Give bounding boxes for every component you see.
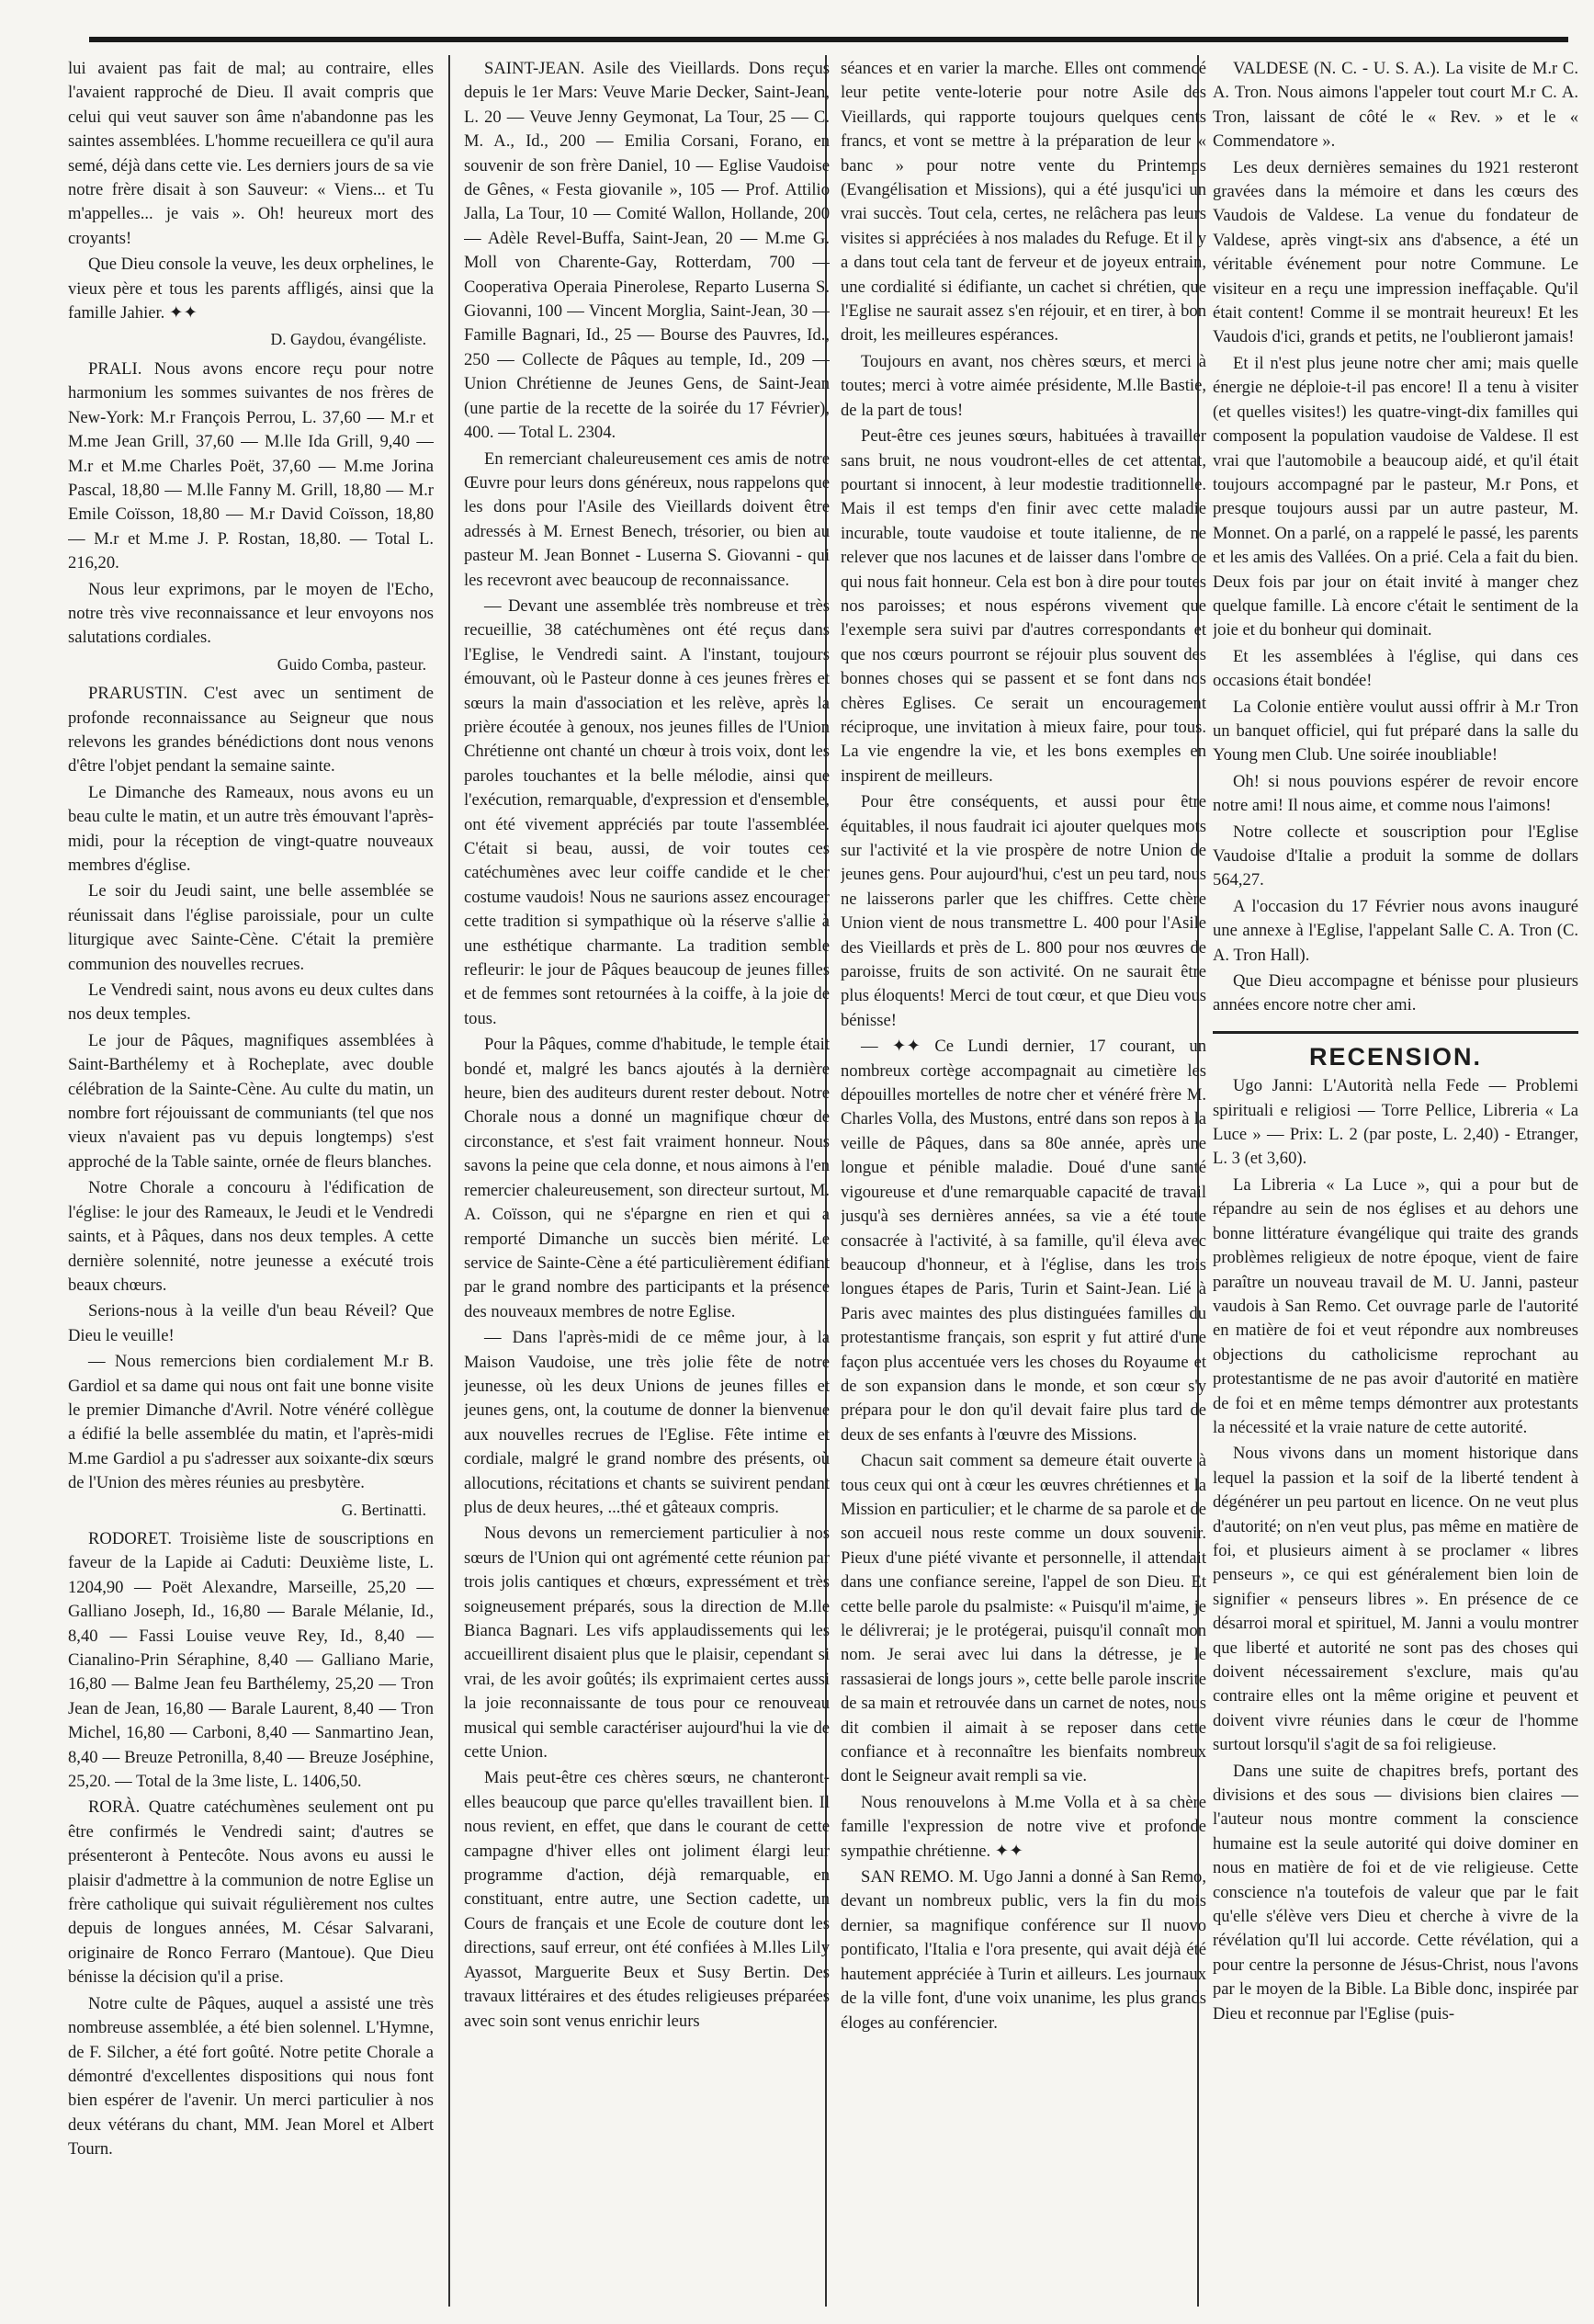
signature: G. Bertinatti.	[341, 1500, 426, 1519]
paragraph: Que Dieu accompagne et bénisse pour plusieurs années encore notre cher ami.	[1213, 971, 1578, 1015]
paragraph: A l'occasion du 17 Février nous avons inauguré une annexe à l'Eglise, l'appelant Salle C. A. Tron (C. A. Tron Hall).	[1213, 896, 1578, 965]
column-1	[68, 57, 434, 2304]
paragraph: La Colonie entière voulut aussi offrir à M.r Tron un banquet officiel, qui fut préparé dans la salle du Young men Club. Une soirée inoubliable!	[1213, 697, 1578, 765]
paragraph: Nous vivons dans un moment historique dans lequel la passion et la soif de la liberté tendent à dégénérer un peu partout en licence. On ne veut plus d'autorité; on n'en veut plus, pas même en matière de foi, et plusieurs aiment à se proclamer « libres penseurs », ce qui est généralement bien loin de signifier « penseurs libres ». En présence de ce désarroi moral et spirituel, M. Janni a voulu montrer que liberté et autorité ne sont pas des choses qui doivent nécessairement s'exclure, mais qu'au contraire elles ont la même origine et peuvent et doivent vivre réunies dans le cœur de l'homme surtout lorsqu'il s'agit de sa foi religieuse.	[1213, 1444, 1578, 1755]
column-separator	[448, 55, 450, 2307]
paragraph: — Devant une assemblée très nombreuse et très recueillie, 38 catéchumènes ont été reçus dans l'Eglise, le Vendredi saint. A l'instant, toujours émouvant, où le Pasteur donne à ces jeunes frères et sœurs la main d'association et les relève, après la prière écoutée à genoux, nos jeunes filles de l'Union Chrétienne ont chanté un chœur à trois voix, dont les paroles touchantes et la belle mélodie, ainsi que l'exécution, remarquable, d'expression et d'ensemble, ont été vivement appréciés par toute l'assemblée. C'était si beau, aussi, de voir toutes ces catéchumènes avec leur coiffe candide et le cher costume vaudois! Nous ne saurions assez encourager cette tradition si sympathique où la réserve s'allie à une esthétique charmante. La tradition semble refleurir: le jour de Pâques beaucoup de jeunes filles et de femmes sont retournées à la coiffe, à la joie de tous.	[464, 595, 830, 1028]
article-prarustin: PRARUSTIN. C'est avec un sentiment de profonde reconnaissance au Seigneur que nous relevons les grandes bénédictions dont nous venons d'être l'objet pendant la semaine sainte.	[68, 684, 434, 777]
paragraph: Notre collecte et souscription pour l'Eglise Vaudoise d'Italie a produit la somme de dollars 564,27.	[1213, 822, 1578, 890]
column-4	[1213, 57, 1578, 2304]
paragraph: Le jour de Pâques, magnifiques assemblées à Saint-Barthélemy et à Rocheplate, avec double célébration de la Sainte-Cène. Au culte du matin, un nombre fort réjouissant de communiants (tel que nos vieux n'avaient pas vu depuis longtemps) s'est approché de la Table sainte, ornée de fleurs blanches.	[68, 1030, 434, 1172]
paragraph: Le soir du Jeudi saint, une belle assemblée se réunissait dans l'église paroissiale, pour un culte liturgique avec Sainte-Cène. C'était la première communion des nouvelles recrues.	[68, 881, 434, 974]
paragraph: — Nous remercions bien cordialement M.r B. Gardiol et sa dame qui nous ont fait une bonne visite le premier Dimanche d'Avril. Notre vénéré collègue a édifié la belle assemblée du matin, et l'après-midi M.me Gardiol a pu s'adresser aux soixante-dix sœurs de l'Union des mères réunies au presbytère.	[68, 1352, 434, 1493]
paragraph: Oh! si nous pouvions espérer de revoir encore notre ami! Il nous aime, et comme nous l'aimons!	[1213, 771, 1578, 816]
paragraph: Le Dimanche des Rameaux, nous avons eu un beau culte le matin, et un autre très émouvant l'après-midi, pour la réception de vingt-quatre nouveaux membres d'église.	[68, 782, 434, 875]
section-title: RECENSION.	[1308, 1042, 1483, 1071]
book-reference: Ugo Janni: L'Autorità nella Fede — Problemi spirituali e religiosi — Torre Pellice, Libreria « La Luce » — Prix: L. 2 (par poste, L. 2,40) - Etranger, L. 3 (et 3,60).	[1213, 1076, 1578, 1169]
column-3	[841, 57, 1206, 2304]
paragraph: Toujours en avant, nos chères sœurs, et merci à toutes; merci à votre aimée présidente, M.lle Bastie, de la part de tous!	[841, 351, 1206, 420]
signature: D. Gaydou, évangéliste.	[270, 330, 426, 349]
paragraph: Pour la Pâques, comme d'habitude, le temple était bondé et, malgré les bancs ajoutés à la dernière heure, bien des auditeurs durent rester debout. Notre Chorale nous a donné un magnifique chœur de circonstance, et s'est fait vraiment honneur. Nous savons la peine que cela donne, et nous aimons à l'en remercier chaleureusement, son directeur surtout, M. A. Coïsson, qui ne s'épargne en rien et qui a remporté Dimanche un succès bien mérité. Le service de Sainte-Cène a été particulièrement édifiant par le grand nombre des participants et la présence des nouveaux membres de notre Eglise.	[464, 1035, 830, 1321]
paragraph: Chacun sait comment sa demeure était ouverte à tous ceux qui ont à cœur les œuvres chrétiennes et la Mission en particulier; et le charme de sa parole et de son accueil nous reste comme un doux souvenir. Pieux d'une piété vivante et personnelle, il attendait dans une confiance sereine, l'appel de son Dieu. Et cette belle parole du psalmiste: « Puisqu'il m'aime, je le délivrerai; je le protégerai, puisqu'il connaît mon nom. Je serai avec lui dans la détresse, je le rassasierai de longs jours », cette belle parole inscrite de sa main et retrouvée dans un carnet de notes, nous dit combien il aimait à se reposer dans cette confiance et à reconnaître les bienfaits nombreux dont le Seigneur avait rempli sa vie.	[841, 1451, 1206, 1786]
article-rora: RORÀ. Quatre catéchumènes seulement ont pu être confirmés le Vendredi saint; d'autres se présenteront à Pentecôte. Nous avons eu aussi le plaisir d'admettre à la communion de notre Eglise un frère catholique qui suivait régulièrement nos cultes depuis de longues années, M. César Salvarani, originaire de Ronco Ferraro (Mantoue). Que Dieu bénisse la décision qu'il a prise.	[68, 1797, 434, 1988]
paragraph: La Libreria « La Luce », qui a pour but de répandre au sein de nos églises et au dehors une bonne littérature évangélique qui traite des grands problèmes religieux de notre époque, vient de faire paraître un nouveau travail de M. U. Janni, pasteur vaudois à San Remo. Cet ouvrage parle de l'autorité en matière de foi et veut répondre aux nombreuses objections du catholicisme reprochant au protestantisme de ne pas avoir d'autorité en matière de foi et en même temps démontrer aux protestants la nécessité et la vraie nature de cette autorité.	[1213, 1174, 1578, 1437]
paragraph: Peut-être ces jeunes sœurs, habituées à travailler sans bruit, ne nous voudront-elles de cet attentat, pourtant si innocent, à leur modestie traditionnelle. Mais il est temps d'en finir avec cette maladie incurable, toute vaudoise et toute italienne, de ne relever que nos lacunes et de laisser dans l'ombre ce qui nous fait honneur. Cela est bon à dire pour toutes nos paroisses; et nous espérons vivement que l'exemple sera suivi par d'autres correspondants et que nos cœurs pourront se réjouir plus souvent des bonnes choses qui se passent et se font dans nos chères Eglises. Ce serait un encouragement réciproque, une invitation à mieux faire, pour tous. La vie engendre la vie, et les bons exemples en inspirent de meilleurs.	[841, 426, 1206, 786]
paragraph: En remerciant chaleureusement ces amis de notre Œuvre pour leurs dons généreux, nous rappelons que les dons pour l'Asile des Vieillards doivent être adressés à M. Ernest Benech, trésorier, ou bien au pasteur M. Jean Bonnet - Luserna S. Giovanni - qui les recevront avec beaucoup de reconnaissance.	[464, 448, 830, 590]
article-valdese: VALDESE (N. C. - U. S. A.). La visite de M.r C. A. Tron. Nous aimons l'appeler tout court M.r C. A. Tron, laissant de côté le « Rev. » et le « Commendatore ».	[1213, 59, 1578, 152]
paragraph: lui avaient pas fait de mal; au contraire, elles l'avaient rapproché de Dieu. Il avait compris que celui qui veut sauver son âme n'abandonne pas les saintes assemblées. L'homme recueillera ce qu'il aura semé, déjà dans cette vie. Les derniers jours de sa vie notre frère disait à son Sauveur: « Viens... et Tu m'appelles... je vais ». Oh! heureux mort des croyants!	[68, 59, 434, 248]
paragraph: Nous leur exprimons, par le moyen de l'Echo, notre très vive reconnaissance et leur envoyons nos salutations cordiales.	[68, 579, 434, 648]
article-prali: PRALI. Nous avons encore reçu pour notre harmonium les sommes suivantes de nos frères de New-York: M.r François Perrou, L. 37,60 — M.r et M.me Jean Grill, 37,60 — M.lle Ida Grill, 9,40 — M.r et M.me Charles Poët, 37,60 — M.me Jorina Pascal, 18,80 — M.lle Fanny M. Grill, 18,80 — M.r Emile Coïsson, 18,80 — M.r David Coïsson, 18,80 — M.r et M.me J. P. Rostan, 18,80. — Total L. 216,20.	[68, 358, 434, 573]
paragraph: Nous renouvelons à M.me Volla et à sa chère famille l'expression de notre vive et profonde sympathie chrétienne. ✦✦	[841, 1792, 1206, 1861]
article-saint-jean: SAINT-JEAN. Asile des Vieillards. Dons reçus depuis le 1er Mars: Veuve Marie Decker, Saint-Jean, L. 20 — Veuve Jenny Geymonat, La Tour, 25 — C. M. A., Id., 200 — Emilia Corsani, Forano, en souvenir de son frère Daniel, 10 — Eglise Vaudoise de Gênes, « Festa giovanile », 105 — Prof. Attilio Jalla, La Tour, 10 — Comité Wallon, Hollande, 200 — Adèle Revel-Buffa, Saint-Jean, 20 — M.me G. Moll von Charente-Gay, Rotterdam, 700 — Cooperativa Operaia Pinerolese, Reparto Luserna S. Giovanni, 100 — Vincent Morglia, Saint-Jean, 30 — Famille Bagnari, Id., 25 — Bourse des Pauvres, Id., 250 — Collecte de Pâques au temple, Id., 209 — Union Chrétienne de Jeunes Gens, de Saint-Jean (une partie de la recette de la soirée du 17 Février), 400. — Total L. 2304.	[464, 59, 830, 443]
signature: Guido Comba, pasteur.	[277, 654, 426, 674]
paragraph: Et il n'est plus jeune notre cher ami; mais quelle énergie ne déploie-t-il pas encore! Il a tenu à visiter (et quelles visites!) les quatre-vingt-dix familles qui composent la population vaudoise de Valdese. Il est vrai que l'automobile a beaucoup aidé, et qu'il était toujours accompagné par le pasteur, M.r Pons, et presque toujours aussi par un autre pasteur, M. Monnet. On a parlé, on a rappelé le passé, les parents et les amis des Vallées. On a prié. Cela a fait du bien. Deux fois par jour on était invité à manger chez quelque famille. Là encore c'était le sentiment de la joie et du bonheur qui dominait.	[1213, 353, 1578, 641]
paragraph: Dans une suite de chapitres brefs, portant des divisions et des sous — divisions bien claires — l'auteur nous montre comment la conscience humaine est la seule autorité qui doive dominer en nous en matière de foi et de vie religieuse. Cette conscience n'a toutefois de valeur que par le fait qu'elle s'élève vers Dieu et cherche à vivre de la révélation qu'Il lui accorde. Cette révélation, qui a pour centre la personne de Jésus-Christ, nous l'avons par le moyen de la Bible. La Bible donc, inspirée par Dieu et reconnue par l'Eglise (puis-	[1213, 1761, 1578, 2024]
paragraph: — Dans l'après-midi de ce même jour, à la Maison Vaudoise, une très jolie fête de notre jeunesse, où les deux Unions de jeunes filles et jeunes gens, ont, la coutume de donner la bienvenue aux nouvelles recrues de l'Eglise. Fête intime et cordiale, malgré le grand nombre des présents, où allocutions, récitations et chants se suivirent pendant plus de deux heures, ...thé et gâteaux compris.	[464, 1328, 830, 1517]
paragraph: séances et en varier la marche. Elles ont commencé leur petite vente-loterie pour notre Asile des Vieillards, qui rapporte toujours quelques cents francs, et vont se mettre à la préparation de leur « banc » pour notre vente du Printemps (Evangélisation et Missions), qui a été jusqu'ici un vrai succès. Tout cela, certes, ne relâchera pas leurs visites si appréciées à nos malades du Refuge. Et il y a dans tout cela tant de ferveur et de joyeux entrain, une cordialité si édifiante, un cachet si chrétien, que l'Eglise ne saurait assez s'en réjouir, et en tirer, à bon droit, les meilleures espérances.	[841, 59, 1206, 346]
paragraph: Pour être conséquents, et aussi pour être équitables, il nous faudrait ici ajouter quelques mots sur l'activité et la vie prospère de notre Union de jeunes gens. Pour aujourd'hui, c'est un peu tard, nous ne laisserons parler que les chiffres. Cette chère Union vient de nous transmettre L. 400 pour l'Asile des Vieillards et près de L. 800 pour nos œuvres de paroisse, fruits de son activité. On ne saurait être plus éloquents! Merci de tout cœur, et que Dieu vous bénisse!	[841, 792, 1206, 1030]
paragraph: Que Dieu console la veuve, les deux orphelines, le vieux père et tous les parents affligés, ainsi que la famille Jahier. ✦✦	[68, 255, 434, 323]
paragraph: Notre Chorale a concouru à l'édification de l'église: le jour des Rameaux, le Jeudi et le Vendredi saints, et à Pâques, dans nos deux temples. A cette dernière solennité, notre jeunesse a exécuté trois beaux chœurs.	[68, 1178, 434, 1295]
article-rodoret: RODORET. Troisième liste de souscriptions en faveur de la Lapide ai Caduti: Deuxième liste, L. 1204,90 — Poët Alexandre, Marseille, 25,20 — Galliano Joseph, Id., 16,80 — Barale Mélanie, Id., 8,40 — Fassi Louise veuve Rey, Id., 8,40 — Cianalino-Prin Séraphine, 8,40 — Galliano Marie, 16,80 — Balme Jean feu Barthélemy, 25,20 — Tron Jean de Jean, 16,80 — Barale Laurent, 8,40 — Tron Michel, 16,80 — Carboni, 8,40 — Sanmartino Jean, 8,40 — Breuze Petronilla, 8,40 — Breuze Joséphine, 25,20. — Total de la 3me liste, L. 1406,50.	[68, 1528, 434, 1792]
paragraph: Nous devons un remerciement particulier à nos sœurs de l'Union qui ont agrémenté cette réunion par trois jolis cantiques et chœurs, expressément et très soigneusement préparés, sous la direction de M.lle Bianca Bagnari. Les vifs applaudissements qui les accueillirent disaient plus que le plaisir, cependant si vrai, de les avoir goûtés; ils exprimaient certes aussi la joie reconnaissante de tous pour ce renouveau musical qui semble caractériser aujourd'hui la vie de cette Union.	[464, 1524, 830, 1763]
paragraph: Et les assemblées à l'église, qui dans ces occasions était bondée!	[1213, 646, 1578, 691]
paragraph: Le Vendredi saint, nous avons eu deux cultes dans nos deux temples.	[68, 981, 434, 1025]
paragraph: Les deux dernières semaines du 1921 resteront gravées dans la mémoire et dans les cœurs des Vaudois de Valdese. La venue du fondateur de Valdese, après vingt-six ans d'absence, a été un véritable événement pour notre Commune. Le visiteur en a reçu une impression ineffaçable. Qu'il était content! Comme il se montrait heureux! Et les Vaudois d'ici, grands et petits, ne l'oublieront jamais!	[1213, 157, 1578, 347]
paragraph: Serions-nous à la veille d'un beau Réveil? Que Dieu le veuille!	[68, 1301, 434, 1345]
column-2	[464, 57, 830, 2304]
paragraph: Notre culte de Pâques, auquel a assisté une très nombreuse assemblée, a été bien solennel. L'Hymne, de F. Silcher, a été fort goûté. Notre petite Chorale a démontré d'excellentes dispositions qui nous font bien espérer de l'avenir. Un merci particulier à nos deux vétérans du chant, MM. Jean Morel et Albert Tourn.	[68, 1993, 434, 2160]
section-rule	[1213, 1031, 1578, 1034]
paragraph: Mais peut-être ces chères sœurs, ne chanteront-elles beaucoup que parce qu'elles travaillent bien. Il nous revient, en effet, que dans le courant de cette campagne d'hiver elles ont joliment élargi leur programme d'action, déjà remarquable, en constituant, entre autre, une Section cadette, un Cours de français et une Ecole de couture dont les directions, sauf erreur, ont été confiées à M.lles Lily Ayassot, Marguerite Beux et Susy Bertin. Des travaux littéraires et des études religieuses préparées avec soin sont venus enrichir leurs	[464, 1768, 830, 2031]
top-rule	[89, 37, 1568, 42]
obituary: — ✦✦ Ce Lundi dernier, 17 courant, un nombreux cortège accompagnait au cimetière les dépouilles mortelles de notre cher et vénéré frère M. Charles Volla, des Mustons, entré dans son repos à la veille de Pâques, dans sa 80e année, après une longue et pénible maladie. Doué d'une santé vigoureuse et d'une remarquable capacité de travail jusqu'à ses dernières années, sa vie a été toute consacrée à l'activité, à sa famille, qu'il éleva avec beaucoup d'honneur, et à l'église, dans les trois longues étapes de Paris, Turin et Saint-Jean. Lié à Paris avec maintes des plus distinguées familles du protestantisme français, son esprit y fut attiré d'une façon plus accentuée vers les choses du Royaume et de son expansion dans le monde, et son cœur s'y prépara pour le don qu'il devait faire plus tard de deux de ses enfants à l'œuvre des Missions.	[841, 1037, 1206, 1445]
article-san-remo: SAN REMO. M. Ugo Janni a donné à San Remo, devant un nombreux public, vers la fin du mois dernier, sa magnifique conférence sur Il nuovo pontificato, l'Italia e l'ora presente, qui avait déjà été hautement appréciée à Turin et ailleurs. Les journaux de la ville font, d'une voix unanime, les plus grands éloges au conférencier.	[841, 1867, 1206, 2033]
